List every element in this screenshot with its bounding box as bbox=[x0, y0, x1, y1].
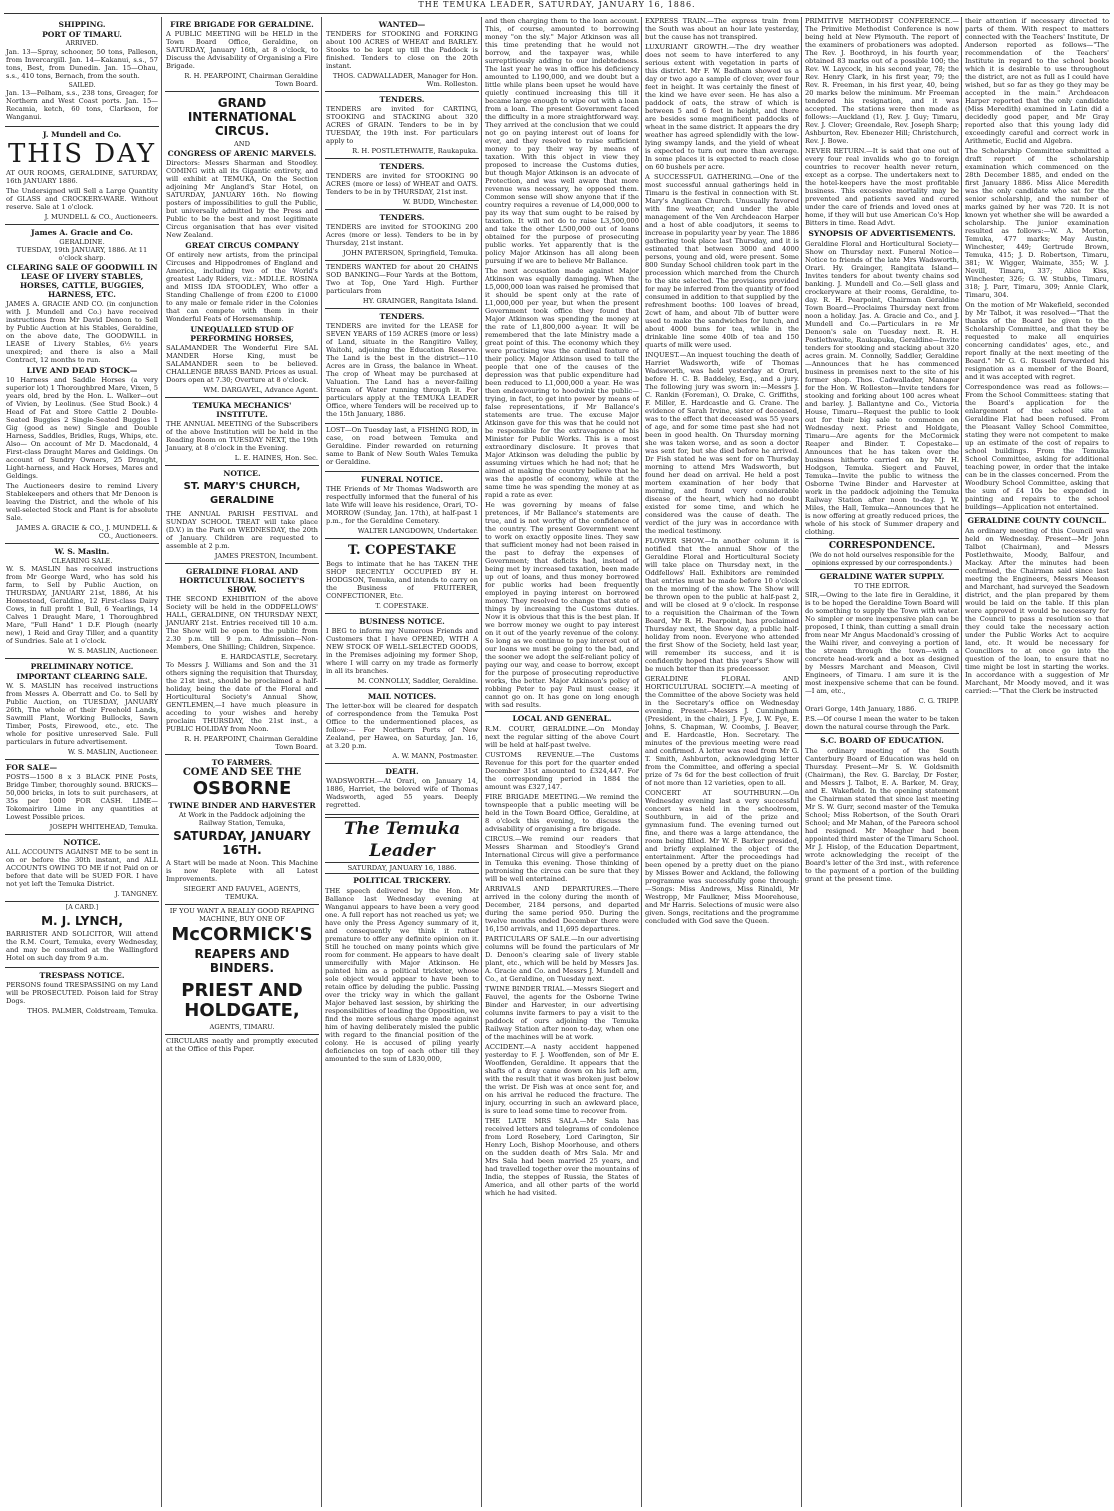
circus-heading: GRAND INTERNATIONAL CIRCUS. bbox=[187, 96, 297, 138]
divider bbox=[805, 733, 959, 734]
local-news-heading: LOCAL AND GENERAL. bbox=[512, 714, 612, 723]
column-6 bbox=[805, 17, 959, 1507]
advert-body: ALL ACCOUNTS AGAINST ME to be sent in on or before the 30th instant, and ALL ACCOUNTS OWING TO ME if not Paid on or before that date will be SUED FOR. I have not yet left the Temuka District. bbox=[6, 848, 158, 889]
advert-heading: TEMUKA MECHANICS' INSTITUTE. bbox=[192, 401, 292, 419]
shipping-section bbox=[5, 17, 159, 127]
advert-signature: W. S. MASLIN, Auctioneer. bbox=[67, 748, 158, 757]
board-report: On the motion of Mr Wakefield, seconded by Mr Talbot, it was resolved—"That the thanks of the Board be given to the Scholarship Committee, and that they be requested to make all enquiries concerning candidates' ages, etc., and report finally at the next meeting of the Board." Mr G. G. Russell forwarded his resignation as a member of the Board, and it was accepted with regret. bbox=[965, 301, 1109, 381]
maslin-advert bbox=[5, 544, 159, 659]
advert-heading: TO FARMERS. bbox=[211, 758, 273, 767]
advert-body: The Undersigned will Sell a Large Quantity of GLASS and CROCKERY-WARE. Without reserve. Sale at 1 o'clock. bbox=[6, 187, 158, 212]
advert-heading: TENDERS. bbox=[379, 95, 425, 104]
advert-signature: T. COPESTAKE. bbox=[375, 602, 429, 610]
advert-heading: PRELIMINARY NOTICE. bbox=[30, 662, 134, 672]
advert-body: A Start will be made at Noon. This Machine is now Replete with all Latest Improvements. bbox=[166, 859, 318, 883]
advert-heading: FOR SALE— bbox=[6, 763, 58, 773]
advert-subheading: TWINE BINDER AND HARVESTER bbox=[168, 801, 316, 810]
advert-body: TENDERS are invited for the LEASE for SEVEN YEARS of 159 ACRES (more or less) of Land, situate in the Rangitiro Valley, Waitohi, adjoining the Education Reserve. The Land is the best in the district—110 Acres are in Grass, the balance in Wheat. The crop of Wheat may be purchased at Valuation. The Land has a never-failing Stream of Water running through it. For particulars apply at the TEMUKA LEADER Office, where Tenders will be received up to the 15th January, 1886. bbox=[326, 322, 478, 418]
news-item: LUXURIANT GROWTH.—The dry weather does not seem to have interfered to any serious extent with vegetation in parts of this district. Mr F. W. Badham showed us a day or two ago a sample of clover, over four feet in height. It was certainly the finest of the kind we have ever seen. He has also a paddock of oats, the straw of which is between 5 and 6 feet in height, and there are besides some magnificent paddocks of wheat in the same district. It appears the dry weather has agreed splendidly with the low-lying swampy lands, and the yield of wheat is expected to turn out more than average. In some places it is expected to reach close on 60 bushels per acre. bbox=[645, 43, 799, 171]
column-rule bbox=[481, 17, 482, 1507]
news-item: FLOWER SHOW.—In another column it is notified that the annual Show of the Geraldine Floral and Horticultural Society will take place on Thursday next, in the Oddfellows' Hall. Exhibitors are reminded that entries must be made before 10 o'clock on the morning of the show. The Show will be thrown open to the public at half-past 2, and will be closed at 9 o'clock. In response to a requisition the Chairman of the Town Board, Mr R. H. Pearpoint, has proclaimed Thursday next, the Show day, a public half-holiday from noon. Everyone who attended the first Show of the Society, held last year, will remember its success, and it is confidently hoped that this year's Show will be much better than its predecessor. bbox=[645, 537, 799, 673]
column-rule bbox=[161, 17, 162, 1507]
advert-body: TENDERS are invited for STOOKING 90 ACRES (more or less) of WHEAT and OATS. Tenders to be in by THURSDAY, 21st inst. bbox=[326, 172, 478, 196]
advertiser-name: W. S. Maslin. bbox=[54, 547, 110, 557]
advert-body: WADSWORTH.—At Orari, on January 14, 1886, Harriet, the beloved wife of Thomas Wadsworth, aged 55 years. Deeply regretted. bbox=[326, 777, 478, 809]
advert-body: TENDERS for STOOKING and FORKING about 100 ACRES of WHEAT and BARLEY. Stooks to be kept up till the Paddock is finished. Tenders to close on the 20th instant. bbox=[326, 30, 478, 70]
copestake-advert bbox=[325, 539, 479, 614]
news-item: CIRCUS.—We remind our readers that Messrs Sharman and Stoodley's Grand International Circus will give a performance in Temuka this evening. Those thinking of patronising the circus can be sure that they will be well entertained. bbox=[485, 835, 639, 883]
news-item: ACCIDENT.—A nasty accident happened yesterday to F. J. Wooffenden, son of Mr E. Wooffenden, Geraldine. It appears that the shafts of a dray came down on his left arm, with the result that it was broken just below the wrist. Dr Fish was at once sent for, and on his arrival he reduced the fracture. The injury, occurring in such an awkward place, is sure to lead some time to recover from. bbox=[485, 1043, 639, 1115]
column-1 bbox=[5, 17, 159, 1507]
letter-date: Orari Gorge, 14th January, 1886. bbox=[805, 704, 917, 713]
advert-signature: THOS. CADWALLADER, Manager for Hon. Wm. Rolleston. bbox=[332, 72, 478, 88]
paper-title: The Temuka Leader bbox=[343, 819, 461, 861]
advert-signature: R. H. PEARPOINT, Chairman Geraldine Town Board. bbox=[184, 735, 318, 751]
news-item: ARRIVALS AND DEPARTURES.—There arrived in the colony during the month of December, 2184 persons, and departed during the same period 950. During the twelve months ended December there were 16,150 arrivals, and 11,695 departures. bbox=[485, 885, 639, 933]
editorial-body: and then charging them to the loan account. This, of course, amounted to borrowing money "on the sly." Major Atkinson was all this time pretending that he would not borrow, and the taxpayer was, while surreptitiously adding to our indebtedness. The last year he was in office his deficiency amounted to L190,000, and we doubt but a little while plans been upset he would have quietly continued increasing this till it became large enough to wipe out with a loan from a loan. The present Government faced the difficulty in a more straightforward way. They arrived at the conclusion that we could not go on paying interest out of loans for ever, and they resolved to raise sufficient money to pay their way by means of taxation. With this object in view they proposed to increase the Customs duties, but though Major Atkinson is an advocate of Protection, and was well aware that more revenue was necessary, he opposed them. Common sense will show anyone that if the country requires a revenue of L4,000,000 to pay its way that sum ought to be raised by taxation. It will not do to raise L3,500,000 and take the other L500,000 out of loans obtained for the purpose of prosecuting public works. Yet apparently that is the policy Major Atkinson has all along been pursuing if we are to believe Mr Ballance. bbox=[485, 17, 639, 265]
synopsis-heading: SYNOPSIS OF ADVERTISEMENTS. bbox=[808, 229, 956, 238]
advert-subheading: CLEARING SALE. bbox=[51, 557, 113, 566]
board-report: Correspondence was read as follows:—From the School Committees: stating that the Board's application for the enlargement of the school site at Geraldine Flat had been refused. From the Pleasant Valley School Committee, stating they were not competent to make up an estimate of the cost of repairs to school buildings. From the Temuka School Committee, asking for additional teaching power, in order that the intake can be in the classes concerned. From the Woodbury School Committee, asking that the sum of £4 10s be expended in painting and repairs to the school buildings—Application not entertained. bbox=[965, 383, 1109, 511]
divider bbox=[965, 513, 1109, 514]
advert-subheading: IMPORTANT CLEARING SALE. bbox=[16, 672, 148, 682]
tenders-advert bbox=[325, 92, 479, 159]
advert-signature: SIEGERT AND FAUVEL, AGENTS, TEMUKA. bbox=[183, 885, 301, 901]
news-item: NEVER RETURN.—It is said that one out of every four real invalids who go to foreign countries to recover health never return, except as a corpse. The undertakers next to the hotel-keepers have the most profitable business. This excessive mortality may be prevented and patients saved and cured under the care of friends and loved ones at home, if they will but use American Co's Hop Bitters in time. Read Advt. bbox=[805, 147, 959, 227]
divider bbox=[485, 711, 639, 712]
advert-body: Directors: Messrs Sharman and Stoodley. COMING with all its Gigantic entirety, and will exhibit at TEMUKA, On the Section adjoining Mr Angland's Star Hotel, on SATURDAY, JANUARY 16th. No flowing posters of impossibilities to gull the Public, but universally admitted by the Press and Public to be the best and most legitimate Circus organisation that has ever visited New Zealand. bbox=[166, 159, 318, 239]
advert-body: The letter-box will be cleared for despatch of correspondence from the Temuka Post Office to the undermentioned places, as follow:— For Northern Ports of New Zealand, per Hawea, on Saturday, Jan. 16, at 3.20 p.m. bbox=[326, 702, 478, 750]
advert-body: CIRCULARS neatly and promptly executed at the Office of this Paper. bbox=[166, 1037, 318, 1053]
section-subheading: PORT OF TIMARU. bbox=[42, 30, 122, 39]
advert-body: SALAMANDER The Wonderful Fire SAL MANDER Horse King, must be SALAMANDER seen to be believed. CHALLENGE BRASS BAND. Prices as usual. Doors open at 7.30; Overture at 8 o'clock. bbox=[166, 344, 318, 384]
floral-show-advert bbox=[165, 564, 319, 755]
advert-body: JAMES A. GRACIE AND CO. (in conjunction with J. Mundell and Co.) have received instructions from Mr David Denoon to Sell by Public Auction at his Stables, Geraldine, on the above date, The GOODWILL in LEASE of Livery Stables, 6½ years unexpired; and there is also a Mail Contract, 12 months to run. bbox=[6, 300, 158, 365]
osborne-heading: OSBORNE bbox=[192, 778, 292, 799]
advert-heading: TRESPASS NOTICE. bbox=[39, 970, 125, 980]
advert-signature: AGENTS, TIMARU. bbox=[209, 1023, 275, 1031]
column-5 bbox=[645, 17, 799, 1507]
news-item: R.M. COURT, GERALDINE.—On Monday next the regular sitting of the above Court will be held at half-past twelve. bbox=[485, 725, 639, 749]
wanted-advert bbox=[325, 17, 479, 92]
mccormick-advert bbox=[165, 905, 319, 1035]
advert-heading: NOTICE. bbox=[63, 838, 101, 848]
for-sale-advert bbox=[5, 760, 159, 835]
advert-heading: FUNERAL NOTICE. bbox=[360, 475, 444, 484]
editorial-body: THE speech delivered by the Hon. Mr Ballance last Wednesday evening at Wanganui appears to have been a very good one. A full report has not reached us yet; we have only the Press Agency summary of it, and consequently we think it rather premature to offer any definite opinion on it. Still he touched on many points which give room for comment. He appears to have dealt unmercifully with Major Atkinson. He painted him as a political trickster, whose sole object would appear to have been to retain office by deluding the public. Passing over the tricky way in which the gallant Major behaved last session, by shirking the responsibilities of leading the Opposition, we find the more serious charge made against him of having deliberately misled the public with regard to the financial position of the colony. He is accused of piling yearly deficiencies on top of each other till they amounted to the sum of L830,000, bbox=[325, 887, 479, 1063]
stock-heading: LIVE AND DEAD STOCK— bbox=[26, 366, 138, 376]
osborne-advert bbox=[165, 755, 319, 905]
advert-body: A PUBLIC MEETING will be HELD in the Town Board Office, Geraldine, on SATURDAY, January 16th, at 8 o'clock, to Discuss the Advisability of Organising a Fire Brigade. bbox=[166, 30, 318, 70]
divider bbox=[805, 569, 959, 570]
masthead-rule bbox=[4, 13, 1110, 14]
advert-heading: TENDERS. bbox=[379, 162, 425, 171]
advert-place: GERALDINE. bbox=[59, 238, 105, 247]
sailed-heading: SAILED. bbox=[68, 81, 96, 89]
circulars-advert bbox=[165, 1035, 319, 1058]
advert-signature: R. H. PEARPOINT, Chairman Geraldine Town Board. bbox=[184, 72, 318, 88]
advert-body: To Messrs J. Williams and Son and the 31 others signing the requisition that Thursday, the 21st inst., should be proclaimed a half-holiday, being the date of the Floral and Horticultural Society's Annual Show, GENTLEMEN,—I have much pleasure in acceding to your wishes and hereby proclaim THURSDAY, the 21st inst., a PUBLIC HOLIDAY from Noon. bbox=[166, 661, 318, 733]
reapers-heading: REAPERS AND BINDERS. bbox=[194, 947, 290, 975]
news-item: A SUCCESSFUL GATHERING.—One of the most successful annual gatherings held in Timaru is the festival in connection with St. Mary's Anglican Church. Unusually favored with fine weather, and under the able management of the Ven Archdeacon Harper and a host of able coadjutors, it seems to increase in popularity year by year. The 1886 gathering took place last Thursday, and it is estimated that between 3000 and 4000 persons, young and old, were present. Some 800 Sunday School children took part in the procession which marched from the Church to the site selected. The provisions provided for may be inferred from the quantity of food consumed in addition to that supplied by the refreshment booths: 100 loaves of bread, 2cwt of ham, and about 7lb of butter were used to make the sandwiches for lunch, and about 4000 buns for tea, while in the drinkable line some 40lb of tea and 150 quarts of milk were used. bbox=[645, 173, 799, 349]
this-day-heading: THIS DAY bbox=[7, 139, 157, 170]
advert-signature: M. CONNOLLY, Saddler, Geraldine. bbox=[357, 677, 478, 685]
column-rule bbox=[801, 17, 802, 1507]
death-notice bbox=[325, 764, 479, 815]
sailed-list: Jan. 13—Pelham, s.s., 238 tons, Greager, for Northern and West Coast ports. Jan. 15—Recamia, ketch, 60 tons, Clarkson, for Wanganui. bbox=[6, 89, 158, 122]
advert-signature: E. HARDCASTLE, Secretary. bbox=[220, 653, 318, 661]
advert-heading: BUSINESS NOTICE. bbox=[359, 617, 445, 626]
advert-body: THE ANNUAL PARISH FESTIVAL and SUNDAY SCHOOL TREAT will take place (D.V.) in the Park on WEDNESDAY, the 20th of January. Children are requested to assemble at 2 p.m. bbox=[166, 510, 318, 550]
board-report: The ordinary meeting of the South Canterbury Board of Education was held on Thursday. Present—Mr S. W. Goldsmith (Chairman), the Rev. G. Barclay, Dr Foster, and Messrs J. Talbot, E. A. Barker, M. Gray, and E. Wakefield. In the opening statement the Chairman stated that since last meeting Mr S. W. Gurr, second master of the Temuka School; Miss Robertson, of the South Orari School; and Mr Mahan, of the Pareora school had resigned. Mr Meagher had been appointed third master of the Timaru School. Mr J. Hislop, of the Education Department, wrote acknowledging the receipt of the Board's letter of the 3rd inst., with reference to the payment of a portion of the building grant at the present time. bbox=[805, 746, 959, 883]
advert-body: W. S. MASLIN has received instructions from Messrs A. Oberratt and Co. to Sell by Public Auction, on TUESDAY, JANUARY 26th, The whole of their Freehold Lands, Sawmill Plant, Working Bullocks, Sawn Timber, Posts, Firewood, etc., etc. The whole for positive unreserved Sale. Full particulars in future advertisement. bbox=[6, 682, 158, 747]
editorial-heading: POLITICAL TRICKERY. bbox=[353, 876, 451, 885]
column-rule bbox=[961, 17, 962, 1507]
news-item: INQUEST.—An inquest touching the death of Harriet Wadsworth, wife of Thomas Wadsworth, was held yesterday at Orari, before H. C. B. Baddeley, Esq., and a jury. The following jury was sworn in:—Messrs J. C. Rankin (Foreman), O. Drake, C. Griffiths, F. Miller, E. Hardcastle and G. Crane. The evidence of Sarah Irvine, sister of deceased, was to the effect that deceased was 55 years of age, and for some time past she had not been in good health. On Thursday morning she was taken worse, and as soon a doctor was sent for, but she died before he arrived. Dr Fish stated he was sent for on Thursday morning to attend Mrs Wadsworth, but found her dead on arrival. He held a post mortem examination of her body that morning, and found very considerable disease of the heart, which had no doubt existed for some time, and which he considered was the cause of death. The verdict of the jury was in accordance with the medical testimony. bbox=[645, 351, 799, 535]
advert-signature: J. MUNDELL & CO., Auctioneers. bbox=[44, 213, 158, 222]
arrived-list: Jan. 13—Spray, schooner, 50 tons, Palleson, from Invercargill. Jan. 14—Kakanui, s.s., 57 tons, Best, from Dunedin. Jan. 15—Ohau, s.s., 410 tons, Bernach, from the south. bbox=[6, 47, 158, 80]
business-notice bbox=[325, 614, 479, 689]
news-item: PRIMITIVE METHODIST CONFERENCE.—The Primitive Methodist Conference is now being held at New Plymouth. The report of the examiners of probationers was adopted. The Rev. J. Boothroyd, in his fourth year, obtained 83 marks out of a possible 100; the Rev. W. Laycock, in his second year, 78; the Rev. Henry Clark, in his first year, 79; the Rev. R. Freeman, in his first year, 40, being 20 marks below the minimum. Mr Freeman tendered his resignation, and it was accepted. The stations were then made as follows:—Auckland (1), Rev. J. Guy; Timaru, Rev. J. Clover; Greendale, Rev. Joseph Sharp; Ashburton, Rev. Ebenezer Hill; Christchurch, Rev. J. Bowe. bbox=[805, 17, 959, 145]
advert-body: IF YOU WANT A REALLY GOOD REAPING MACHINE, BUY ONE OF bbox=[169, 907, 315, 923]
advert-body: TENDERS are invited for CARTING, STOOKING and STACKING about 320 ACRES of GRAIN. Tenders to be in by TUESDAY, the 19th inst. For particulars apply to bbox=[326, 105, 478, 145]
advert-signature: HY. GRAINGER, Rangitata Island. bbox=[362, 297, 478, 305]
board-report: The Scholarship Committee submitted a draft report of the scholarship examination which commenced on the 28th December 1885, and ended on the first January 1886. Miss Alice Meredith was the only candidate who sat for the senior scholarship, and the number of marks gained by her was 720. It is not known yet whether she will be awarded a scholarship. The junior examination resulted as follows:—W. A. Morton, Temuka, 477 marks; May Austin, Winchester, 449; Gertrude Brown, Temuka, 415; J. D. Robertson, Timaru, 381; W. Wigger, Waimate, 355; W. J. Nevill, Timaru, 337; Alice Kiss, Winchester, 326; G. W. Stubbs, Timaru, 318; J. Parr, Timaru, 309; Annie Clark, Timaru, 304. bbox=[965, 147, 1109, 299]
mail-notices bbox=[325, 689, 479, 764]
council-report: An ordinary meeting of this Council was held on Wednesday. Present—Mr John Talbot (Chairman), and Messrs Postlethwaite, Moody, Balfour, and Mackay. After the minutes had been confirmed, the Chairman said since last meeting the Engineers, Messrs Meason and Marchant, had surveyed the Seadown district, and the plan prepared by them would be laid on the table. If this plan were approved it would be necessary for the Council to pass a resolution so that they could take the necessary action under the Public Works Act to acquire land, etc. It would be necessary for Councillors to at once go into the question of the loan, to ensure that no time might be lost in starting the works. In accordance with a suggestion of Mr Marchant, Mr Moody moved, and it was carried:—"That the Clerk be instructed bbox=[965, 527, 1109, 695]
advert-body: Of entirely new artists, from the principal Circuses and Hippodromes of England and America, including two of the World's greatest Lady Riders, viz.: MDLLE. ROSINA and MISS IDA STOODLEY, Who offer a Standing Challenge of from £200 to £1000 to any male or female rider in the Colonies that can compete with them in their Wonderful Feats of Horsemanship. bbox=[166, 251, 318, 323]
card-label: [A CARD.] bbox=[65, 904, 99, 912]
letter-signature: C. G. TRIPP. bbox=[918, 696, 959, 705]
advert-body: BARRISTER AND SOLICITOR, Will attend the R.M. Court, Temuka, every Wednesday, and may be consulted at the Wallingford Hotel on such day from 9 a.m. bbox=[6, 929, 158, 962]
mechanics-institute-advert bbox=[165, 398, 319, 466]
tenders-advert bbox=[325, 210, 479, 261]
advert-heading: GERALDINE FLORAL AND HORTICULTURAL SOCIETY'S SHOW. bbox=[179, 567, 305, 594]
advert-heading: TENDERS. bbox=[379, 312, 425, 321]
advert-heading: FIRE BRIGADE FOR GERALDINE. bbox=[170, 20, 314, 29]
important-sale-advert bbox=[5, 659, 159, 760]
tenders-advert bbox=[325, 309, 479, 424]
mundell-advert bbox=[5, 127, 159, 225]
advert-signature: W. S. MASLIN, Auctioneer. bbox=[67, 647, 158, 656]
advert-body: TENDERS are invited for STOOKING 200 Acres (more or less). Tenders to be in by Thursday, 21st instant. bbox=[326, 223, 478, 247]
advert-subheading: COME AND SEE THE bbox=[182, 767, 302, 778]
tenders-advert bbox=[325, 159, 479, 210]
council-heading: GERALDINE COUNTY COUNCIL. bbox=[967, 516, 1107, 525]
advert-title: CLEARING SALE OF GOODWILL IN LEASE OF LIVERY STABLES, HORSES, CATTLE, BUGGIES, HARNESS, ETC. bbox=[6, 263, 158, 300]
column-4 bbox=[485, 17, 639, 1507]
advert-body: TENDERS WANTED for about 20 CHAINS SOD BANKING—Four Yards at the Bottom, Two at Top, One Yard High. Further particulars from bbox=[326, 263, 478, 295]
news-item: CUSTOMS REVENUE.—The Customs Revenue for this port for the quarter ended December 31st amounted to £324,447. For the corresponding period in 1884 the amount was £327,147. bbox=[485, 751, 639, 791]
news-item: EXPRESS TRAIN.—The express train from the South was about an hour late yesterday, but the cause has not transpired. bbox=[645, 17, 799, 41]
advert-body: THE Friends of Mr Thomas Wadsworth are respectfully informed that the funeral of his late Wife will leave his residence, Orari, TO-MORROW (Sunday, Jan. 17th), at half-past 1 p.m., for the Geraldine Cemetery. bbox=[326, 485, 478, 525]
letter-postscript: P.S.—Of course I mean the water to be taken down the natural course through the Park. bbox=[805, 714, 959, 731]
masthead: THE TEMUKA LEADER, SATURDAY, JANUARY 16, 1886. bbox=[418, 0, 696, 9]
fire-brigade-advert bbox=[165, 17, 319, 92]
circus-advert bbox=[165, 92, 319, 398]
column-rule bbox=[641, 17, 642, 1507]
advert-heading: NOTICE. bbox=[223, 469, 261, 478]
advert-signature: W. BUDD, Winchester. bbox=[402, 198, 478, 206]
advert-subheading: AT OUR ROOMS, GERALDINE, SATURDAY, 16th JANUARY 1886. bbox=[6, 169, 158, 186]
church-heading: ST. MARY'S CHURCH, GERALDINE bbox=[183, 481, 301, 506]
advert-signature: JOHN PATERSON, Springfield, Temuka. bbox=[342, 249, 478, 257]
editorial-masthead bbox=[325, 817, 479, 863]
news-item: GERALDINE FLORAL AND HORTICULTURAL SOCIETY.—A meeting of the Committee of the above Society was held in the Secretary's office on Wednesday evening. Present—Messrs J. Cunningham (President, in the chair), J. Fye, J. W. Fye, E. Johns, S. Chapman, W. Coombs, J. Beaver, and E. Hardcastle, Hon. Secretary. The minutes of the previous meeting were read and confirmed. A letter was read from Mr G. T. Smith, Ashburton, acknowledging letter from the Committee, and offering a special prize of 7s 6d for the best collection of fruit of not more than 12 varieties, open to all. bbox=[645, 675, 799, 787]
board-heading: S.C. BOARD OF EDUCATION. bbox=[820, 735, 944, 745]
advert-body: THE ANNUAL MEETING of the Subscribers of the above Institution will be held in the Reading Room on TUESDAY NEXT, the 19th January, at 8 o'clock in the Evening. bbox=[166, 420, 318, 452]
column-3 bbox=[325, 17, 479, 1507]
circus-horses: UNEQUALLED STUD OF PERFORMING HORSES, bbox=[190, 325, 294, 343]
lost-advert bbox=[325, 424, 479, 472]
column-2 bbox=[165, 17, 319, 1507]
correspondence-heading: CORRESPONDENCE. bbox=[828, 541, 936, 551]
circus-company: GREAT CIRCUS COMPANY bbox=[185, 241, 299, 250]
advert-heading: DEATH. bbox=[385, 767, 419, 776]
tangney-notice bbox=[5, 835, 159, 902]
advertiser-name: James A. Gracie and Co. bbox=[31, 228, 133, 238]
priest-heading: PRIEST AND HOLDGATE, bbox=[181, 980, 303, 1021]
news-item: PARTICULARS OF SALE.—In our advertising columns will be found the particulars of Mr D. Denoon's clearing sale of livery stable plant, etc., which will be held by Messrs Jas. A. Gracie and Co. and Messrs J. Mundell and Co., at Geraldine, on Tuesday next. bbox=[485, 935, 639, 983]
gracie-advert bbox=[5, 225, 159, 544]
advert-body: At Work in the Paddock adjoining the Railway Station, Temuka, bbox=[178, 811, 306, 827]
synopsis-list: Geraldine Floral and Horticultural Society—Show on Thursday next. Funeral Notice—Notice to friends of the late Mrs Wadsworth, Orari. Hy. Grainger, Rangitata Island—Invites tenders for about twenty chains sod banking. J. Mundell and Co.—Sell glass and crockeryware at their rooms, Geraldine, to-day. R. H. Pearpoint, Chairman Geraldine Town Board—Proclaims Thursday next from noon a holiday. Jas. A. Gracie and Co., and J. Mundell and Co.—Particulars in re Mr Denoon's sale on Tuesday next. R. H. Postlethwaite, Raukapuka, Geraldine—Invite tenders for stooking and stacking about 320 acres grain. M. Connolly, Saddler, Geraldine—Announces that he has commenced business in premises next to the site of his former shop. Thos. Cadwallader, Manager for the Hon. W. Rolleston—Invite tenders for stooking and forking about 100 acres wheat and barley. J. Ballantyne and Co., Victoria House, Timaru—Request the public to look out for their big sale to commence on Wednesday next. Priest and Holdgate, Timaru—Are agents for the McCormick Reaper and Binder. T. Copestake—Announces that he has taken over the business hitherto carried on by Mr H. Hodgson, Temuka. Siegert and Fauvel, Temuka—Invite the public to witness the Osborne Twine Binder and Harvester at work in the paddock adjoining the Temuka Railway Station after noon to-day. J. W. Miles, the Hall, Temuka—Announces that he is now offering at greatly reduced prices, the whole of his stock of Summer drapery and clothing. bbox=[805, 240, 959, 536]
column-rule bbox=[321, 17, 322, 1507]
advert-heading: TENDERS. bbox=[379, 213, 425, 222]
editorial-body: He was governing by means of false pretences, if Mr Ballance's statements are true, and is not worthy of the confidence of the country. The present Government went to work on exactly opposite lines. They saw that sufficient money had not been raised in the past to defray the expenses of Government; that deficits had, instead of being met by increased taxation, been made up out of loans, and thus money borrowed for public works had been frequently employed in paying interest on borrowed money. They resolved to change that state of things by increasing the Customs duties. Now it is obvious that this is the best plan. If we borrow money we ought to pay interest on it out of the yearly revenue of the colony. So long as we continue to pay interest out of our loans we must be going to the bad, and the sooner we adopt the self-reliant policy of paying our way, and cease to borrow, except for the purpose of prosecuting reproductive works, the better. Major Atkinson's policy of robbing Peter to pay Paul must cease; it cannot go on. It has gone on long enough with sad results. bbox=[485, 501, 639, 709]
correspondence-note: (We do not hold ourselves responsible for the opinions expressed by our correspondents.) bbox=[809, 552, 955, 567]
lynch-name: M. J. LYNCH, bbox=[41, 913, 123, 928]
advert-body: THE SECOND EXHIBITION of the above Society will be held in the ODDFELLOWS' HALL, GERALDINE, ON THURSDAY NEXT, JANUARY 21st. Entries received till 10 a.m. The Show will be open to the public from 2.30 p.m. till 9 p.m. Admission—Non-Members, One Shilling; Children, Sixpence. bbox=[166, 595, 318, 651]
board-report: their attention if necessary directed to parts of them. With respect to matters connected with the Teachers' Institute, Dr Anderson reported as follows—"The recommendation of the Teachers' Institute in regard to the school books which it is desirable to use throughout the district, are not as full as I could have wished, but so far as they go they may be accepted in the main." Archdeacon Harper reported that the only candidate (Miss Meredith) examined in Latin did a decidedly good paper, and Mr Gray reported also that this young lady did exceedingly careful and correct work in Arithmetic, Euclid and Algebra. bbox=[965, 17, 1109, 145]
news-item: THE LATE MRS SALA.—Mr Sala has received letters and telegrams of condolence from Lord Rosebery, Lord Carington, Sir Henry Loch, Bishop Moorhouse, and others on the sudden death of Mrs Sala. Mr and Mrs Sala had been married 25 years, and had travelled together over the mountains of India, the steppes of Russia, the States of America, and all other parts of the world which he had visited. bbox=[485, 1117, 639, 1197]
advert-body: PERSONS found TRESPASSING on my Land will be PROSECUTED. Poison laid for Stray Dogs. bbox=[6, 980, 158, 1005]
letter-heading: GERALDINE WATER SUPPLY. bbox=[819, 572, 945, 582]
advert-signature: R. H. POSTLETHWAITE, Raukapuka. bbox=[352, 147, 478, 155]
circus-and: AND bbox=[233, 140, 251, 148]
advert-body: I BEG to inform my Numerous Friends and Customers that I have OPENED, WITH A NEW STOCK OF WELL-SELECTED GOODS, in the Premises adjoining my former Shop, where I will carry on my trade as formerly in all its branches. bbox=[326, 627, 478, 675]
advert-heading: WANTED— bbox=[378, 20, 426, 29]
funeral-notice bbox=[325, 472, 479, 539]
st-marys-advert bbox=[165, 466, 319, 564]
advert-signature: THOS. PALMER, Coldstream, Temuka. bbox=[27, 1006, 158, 1015]
advert-body: The Auctioneers desire to remind Livery Stablekeepers and others that Mr Denoon is leaving the District, and the whole of his well-selected Stock and Plant is for absolute Sale. bbox=[6, 482, 158, 523]
mccormick-heading: McCORMICK'S bbox=[171, 924, 313, 945]
section-heading: SHIPPING. bbox=[58, 20, 106, 29]
advert-body: POSTS—1500 8 x 3 BLACK PINE Posts, Bridge Timber, thoroughly sound. BRICKS—50,000 bricks, in lots to suit purchasers, at 35s per 1000 FOR CASH. LIME—Tokomairiro Lime in any quantities at Lowest Possible prices. bbox=[6, 773, 158, 822]
editorial-date: SATURDAY, JANUARY 16, 1886. bbox=[325, 863, 479, 874]
advert-signature: L. E. HAINES, Hon. Sec. bbox=[234, 454, 318, 462]
advert-signature: WALTER LANGDOWN, Undertaker. bbox=[357, 527, 478, 535]
advert-date: SATURDAY, JANUARY 16TH. bbox=[173, 829, 311, 857]
arrived-heading: ARRIVED. bbox=[65, 40, 99, 47]
advert-signature: A. W. MANN, Postmaster. bbox=[392, 752, 478, 760]
editorial-body: The next accusation made against Major Atkinson was equally damaging. When the L5,000,000 loan was raised he promised that it should be spent only at the rate of L1,000,000 per year, but when the present Government took office they found that Major Atkinson was spending the money at the rate of L1,800,000 a-year. It will be remembered that the late Ministry made a great point of this. The economy which they were practising was the cardinal feature of their policy. Major Atkinson used to tell the people that one of the causes of the depression was that public expenditure had been reduced to L1,000,000 a year. He was then endeavouring to hoodwink the public—trying, in fact, to get into power by means of false representations, if Mr Ballance's statements are true. The excuse Major Atkinson gave for this was that he could not be responsible for the extravagance of his Minister for Public Works. This is a most extraordinary disclosure. It proves that Major Atkinson was deluding the public by assuming virtues which he had not; that he aimed at making the country believe that he was the apostle of economy, while at the same time he was spending the money at as rapid a rate as ever. bbox=[485, 267, 639, 499]
copestake-heading: T. COPESTAKE bbox=[347, 543, 457, 558]
advert-signature: JAMES A. GRACIE & CO., J. MUNDELL & CO., Auctioneers. bbox=[16, 524, 158, 541]
news-item: CONCERT AT SOUTHBURN.—On Wednesday evening last a very successful concert was held in the schoolroom, Southburn, in aid of the prize and gymnasium fund. The evening turned out fine, and there was a large attendance, the room being filled. Mr W. F. Barker presided, and briefly explained the object of the entertainment. After the proceedings had been opened by a pretty duet on the piano by Misses Bower and Ackland, the following programme was successfully gone through:—Songs: Miss Andrews, Miss Rinaldi, Mr Westropp, Mr Faulkner, Miss Moorehouse, and Mr Harris. Selections of music were also given. Songs, recitations and the programme concluded with God save the Queen. bbox=[645, 789, 799, 925]
advert-signature: JOSEPH WHITEHEAD, Temuka. bbox=[49, 823, 158, 832]
advert-body: Begs to intimate that he has TAKEN THE SHOP RECENTLY OCCUPIED BY H. HODGSON, Temuka, and intends to carry on the Business of FRUITERER, CONFECTIONER, Etc. bbox=[326, 560, 478, 600]
news-item: TWINE BINDER TRIAL.—Messrs Siegert and Fauvel, the agents for the Osborne Twine Binder and Harvester, in our advertising columns invite farmers to pay a visit to the paddock of ours adjoining the Temuka Railway Station after noon to-day, when one of the machines will be at work. bbox=[485, 985, 639, 1041]
news-item: FIRE BRIGADE MEETING.—We remind the townspeople that a public meeting will be held in the Town Board Office, Geraldine, at 8 o'clock this evening, to discuss the advisability of organising a fire brigade. bbox=[485, 793, 639, 833]
advert-signature: J. TANGNEY. bbox=[115, 890, 158, 899]
letter-body: SIR,—Owing to the late fire in Geraldine, it is to be hoped the Geraldine Town Board will do something to supply the Town with water. No simpler or more inexpensive plan can be proposed, I think, than cutting a small drain from near Mr Angus Macdonald's crossing of the Waihi river, and conveying a portion of the stream through the town—with a concrete head-work and a box as designed by Messrs Marchant and Meason, Civil Engineers, of Timaru. I am sure it is the most inexpensive scheme that can be found.—I am, etc., bbox=[805, 590, 959, 695]
trespass-notice bbox=[5, 968, 159, 1018]
divider bbox=[805, 538, 959, 539]
column-7 bbox=[965, 17, 1109, 1507]
advert-signature: WM. DARGAVEL, Advance Agent. bbox=[203, 386, 318, 394]
stock-list: 10 Harness and Saddle Horses (a very superior lot) 1 Thoroughbred Mare, Vixen, 5 years old, bred by the Hon. L. Walker—out of Vivien, by Leolinus. (See Stud Book.) 4 Head of Fat and Store Cattle 2 Double-Seated Buggies 2 Single-Seated Buggies 1 Gig (good as new) Single and Double Harness, Saddles, Bridles, Rugs, Whips, etc. Also— On account of Mr D. Macdonald, 4 First-class Draught Mares and Geldings. On account of Sundry Owners, 25 Draught, Light-harness, and Hack Horses, Mares and Geldings. bbox=[6, 376, 158, 481]
advert-signature: JAMES PRESTON, Incumbent. bbox=[214, 552, 318, 560]
letter-address: TO THE EDITOR. bbox=[854, 583, 910, 591]
tenders-advert bbox=[325, 261, 479, 309]
advert-body: LOST—On Tuesday last, a FISHING ROD, in case, on road between Temuka and Geraldine. Finder rewarded on returning same to Bank of New South Wales Temuka or Geraldine. bbox=[326, 426, 478, 466]
advertiser-name: J. Mundell and Co. bbox=[42, 130, 122, 140]
advert-body: W. S. MASLIN has received instructions from Mr George Ward, who has sold his farm, to Sell by Public Auction, on THURSDAY, JANUARY 21st, 1886, At his Homestead, Geraldine, 12 First-class Dairy Cows, in full profit 1 Bull, 6 Yearlings, 14 Calves 1 Draught Mare, 1 Thoroughbred Mare, "Full Hand" 1 D.F. Plough (nearly new), 1 Reid and Gray Tiller, and a quantity of Sundries. Sale at 1 o'clock. bbox=[6, 565, 158, 646]
lynch-card bbox=[5, 902, 159, 968]
advert-date: TUESDAY, 19th JANUARY, 1886. At 11 o'clock sharp. bbox=[16, 246, 148, 263]
circus-subheading: CONGRESS OF ARENIC MARVELS. bbox=[167, 149, 317, 158]
advert-heading: MAIL NOTICES. bbox=[367, 692, 437, 701]
